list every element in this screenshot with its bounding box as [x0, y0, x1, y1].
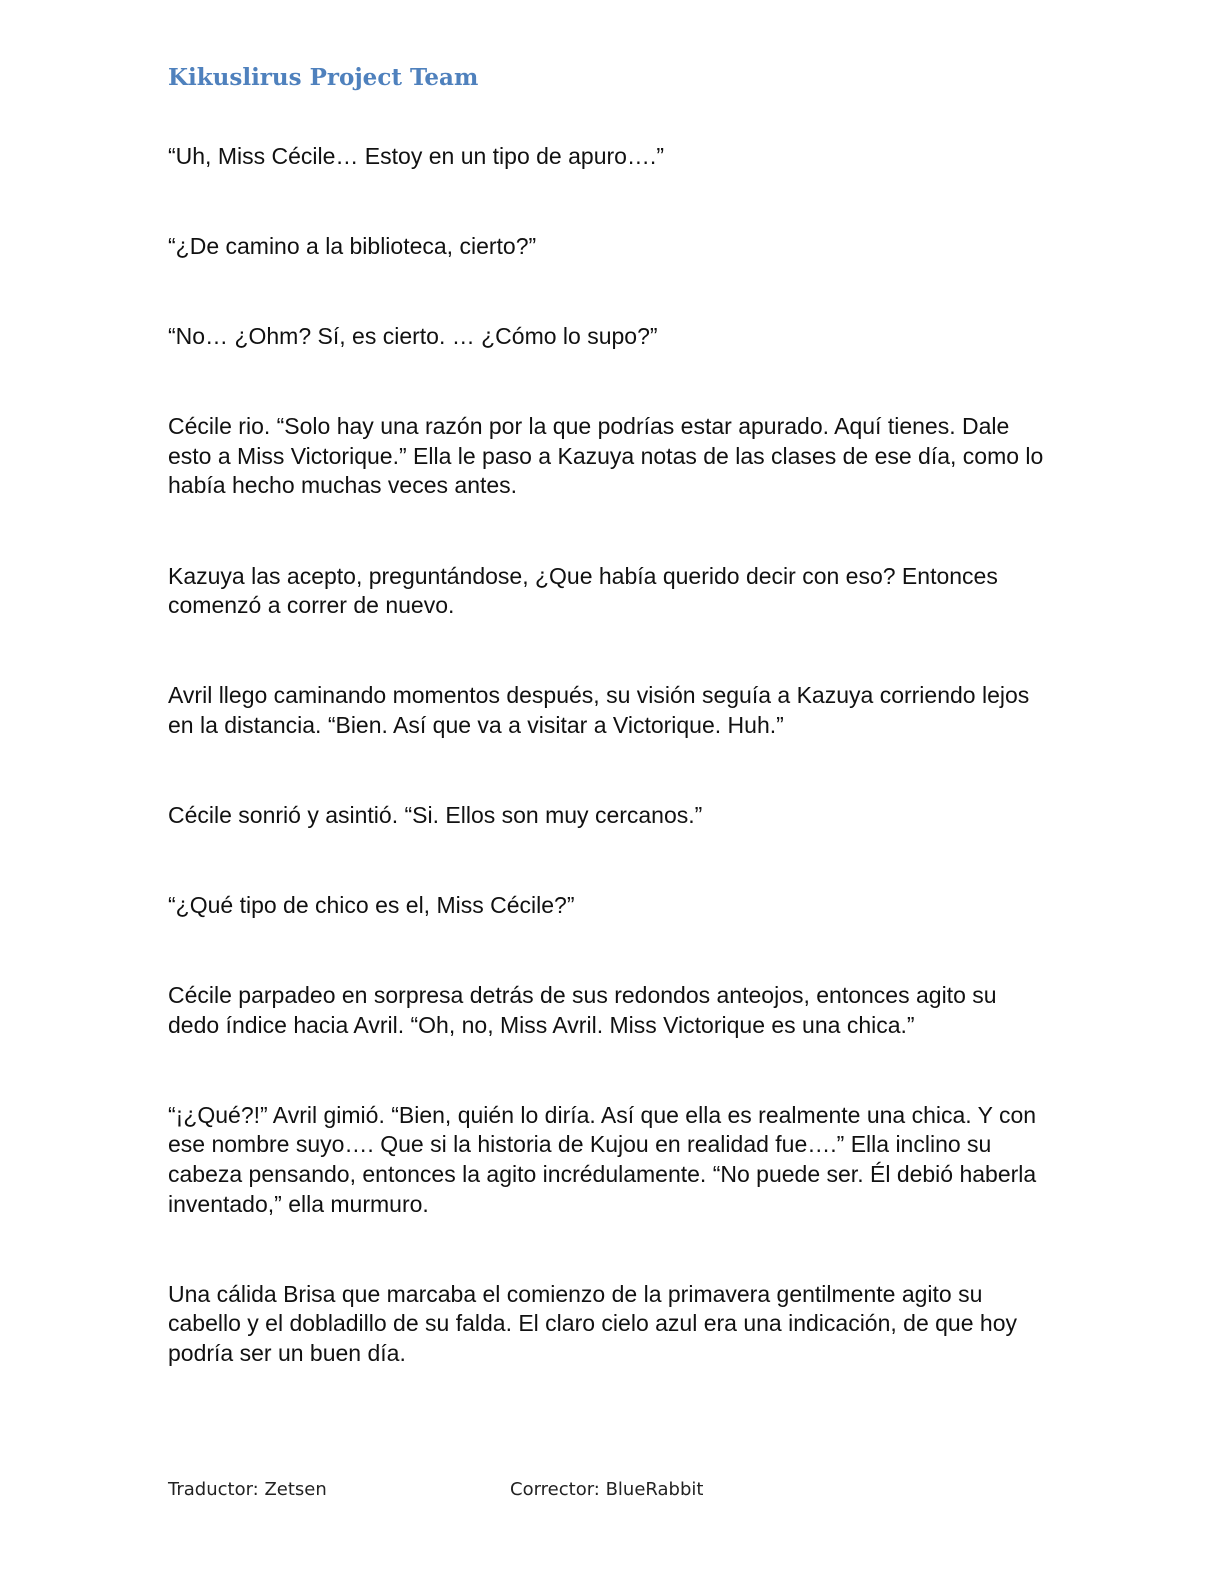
paragraph: “No… ¿Ohm? Sí, es cierto. … ¿Cómo lo supo?” — [168, 323, 658, 350]
paragraph: “¡¿Qué?!” Avril gimió. “Bien, quién lo diría. Así que ella es realmente una chica. Y con ese nombre suyo…. Que si la historia de Kujou en realidad fue….” Ella inclino su cabeza pensando, entonces la agito incrédulamente. “No puede ser. Él debió haberla inventado,” ella murmuro. — [168, 1101, 1037, 1217]
footer-corrector: Corrector: BlueRabbit — [510, 1479, 704, 1500]
paragraph: Cécile parpadeo en sorpresa detrás de sus redondos anteojos, entonces agito su dedo índice hacia Avril. “Oh, no, Miss Avril. Miss Victorique es una chica.” — [168, 982, 997, 1038]
paragraph: “Uh, Miss Cécile… Estoy en un tipo de apuro….” — [168, 143, 664, 169]
paragraph: Kazuya las acepto, preguntándose, ¿Que había querido decir con eso? Entonces comenzó a correr de nuevo. — [168, 562, 998, 619]
paragraph: “¿Qué tipo de chico es el, Miss Cécile?” — [168, 892, 575, 919]
paragraph: Avril llego caminando momentos después, su visión seguía a Kazuya corriendo lejos en la distancia. “Bien. Así que va a visitar a Victorique. Huh.” — [168, 682, 1030, 738]
paragraph: Cécile sonrió y asintió. “Si. Ellos son muy cercanos.” — [168, 801, 703, 828]
document-body — [168, 142, 1048, 1429]
paragraph: Una cálida Brisa que marcaba el comienzo de la primavera gentilmente agito su cabello y el dobladillo de su falda. El claro cielo azul era una indicación, de que hoy podría ser un buen día. — [168, 1280, 1017, 1366]
header-title: Kikuslirus Project Team — [168, 64, 479, 91]
paragraph: Cécile rio. “Solo hay una razón por la que podrías estar apurado. Aquí tienes. Dale esto a Miss Victorique.” Ella le paso a Kazuya notas de las clases de ese día, como lo había hecho muchas veces antes. — [168, 413, 1044, 499]
paragraph: “¿De camino a la biblioteca, cierto?” — [168, 233, 537, 260]
footer-translator: Traductor: Zetsen — [168, 1479, 327, 1500]
